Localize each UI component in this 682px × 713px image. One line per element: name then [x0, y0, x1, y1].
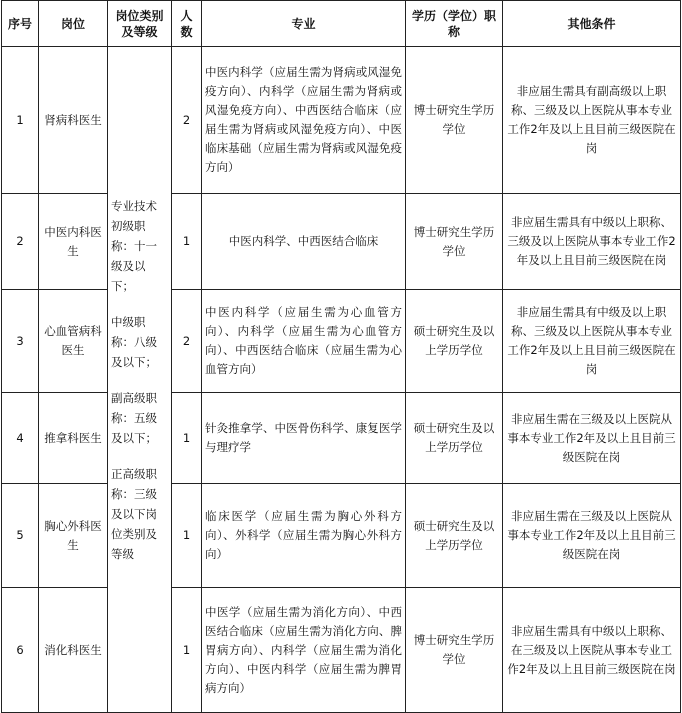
cell-seq: 4 — [2, 393, 39, 484]
cell-post: 消化科医生 — [39, 588, 108, 713]
cell-other: 非应届生需具有副高级以上职称、三级及以上医院从事本专业工作2年及以上且目前三级医院在岗 — [503, 47, 681, 194]
header-category: 岗位类别及等级 — [108, 1, 172, 47]
header-major: 专业 — [202, 1, 406, 47]
table-row — [2, 393, 681, 484]
category-associate-senior: 副高级职称：五级及以下； — [111, 390, 157, 445]
category-junior: 专业技术初级职称：十一级及以下； — [111, 198, 157, 293]
cell-seq: 6 — [2, 588, 39, 713]
header-post: 岗位 — [39, 1, 108, 47]
cell-post: 胸心外科医生 — [39, 484, 108, 588]
cell-post: 肾病科医生 — [39, 47, 108, 194]
cell-major: 中医学（应届生需为消化方向）、中西医结合临床（应届生需为消化方向、脾胃病方向）、内科学（应届生需为消化方向）、中医内科学（应届生需为脾胃病方向） — [202, 588, 406, 713]
cell-other: 非应届生需具有中级及以上职称、三级及以上医院从事本专业工作2年及以上且目前三级医院在岗 — [503, 290, 681, 393]
cell-other: 非应届生需在三级及以上医院从事本专业工作2年及以上且目前三级医院在岗 — [503, 393, 681, 484]
cell-degree: 硕士研究生及以上学历学位 — [406, 290, 503, 393]
table-row — [2, 194, 681, 290]
cell-major: 针灸推拿学、中医骨伤科学、康复医学与理疗学 — [202, 393, 406, 484]
cell-seq: 5 — [2, 484, 39, 588]
cell-count: 1 — [172, 194, 202, 290]
cell-count: 1 — [172, 484, 202, 588]
cell-count: 1 — [172, 393, 202, 484]
table-row — [2, 588, 681, 713]
cell-count: 1 — [172, 588, 202, 713]
recruitment-table — [1, 0, 681, 713]
category-intermediate: 中级职称：八级及以下； — [111, 314, 157, 369]
cell-degree: 博士研究生学历学位 — [406, 588, 503, 713]
cell-other: 非应届生需具有中级以上职称、三级及以上医院从事本专业工作2年及以上且目前三级医院在岗 — [503, 194, 681, 290]
cell-major: 中医内科学（应届生需为心血管方向）、内科学（应届生需为心血管方向）、中西医结合临床（应届生需为心血管方向） — [202, 290, 406, 393]
cell-degree: 博士研究生学历学位 — [406, 194, 503, 290]
cell-post: 中医内科医生 — [39, 194, 108, 290]
table-row — [2, 47, 681, 194]
cell-degree: 硕士研究生及以上学历学位 — [406, 393, 503, 484]
cell-seq: 3 — [2, 290, 39, 393]
cell-count: 2 — [172, 47, 202, 194]
cell-major: 中医内科学、中西医结合临床 — [202, 194, 406, 290]
cell-other: 非应届生需具有中级以上职称、在三级及以上医院从事本专业工作2年及以上且目前三级医院在岗 — [503, 588, 681, 713]
cell-degree: 硕士研究生及以上学历学位 — [406, 484, 503, 588]
header-seq: 序号 — [2, 1, 39, 47]
cell-post: 心血管病科医生 — [39, 290, 108, 393]
header-other: 其他条件 — [503, 1, 681, 47]
cell-seq: 1 — [2, 47, 39, 194]
header-count: 人数 — [172, 1, 202, 47]
cell-major: 临床医学（应届生需为胸心外科方向）、外科学（应届生需为胸心外科方向） — [202, 484, 406, 588]
cell-major: 中医内科学（应届生需为肾病或风湿免疫方向）、内科学（应届生需为肾病或风湿免疫方向）、中西医结合临床（应届生需为肾病或风湿免疫方向）、中医临床基础（应届生需为肾病或风湿免疫方向） — [202, 47, 406, 194]
cell-other: 非应届生需在三级及以上医院从事本专业工作2年及以上且目前三级医院在岗 — [503, 484, 681, 588]
table-row — [2, 290, 681, 393]
table-header-row — [2, 1, 681, 47]
cell-post: 推拿科医生 — [39, 393, 108, 484]
cell-category — [108, 47, 172, 713]
category-senior: 正高级职称：三级及以下岗位类别及等级 — [111, 466, 157, 561]
cell-seq: 2 — [2, 194, 39, 290]
header-degree: 学历（学位）职称 — [406, 1, 503, 47]
cell-count: 2 — [172, 290, 202, 393]
cell-degree: 博士研究生学历学位 — [406, 47, 503, 194]
table-row — [2, 484, 681, 588]
